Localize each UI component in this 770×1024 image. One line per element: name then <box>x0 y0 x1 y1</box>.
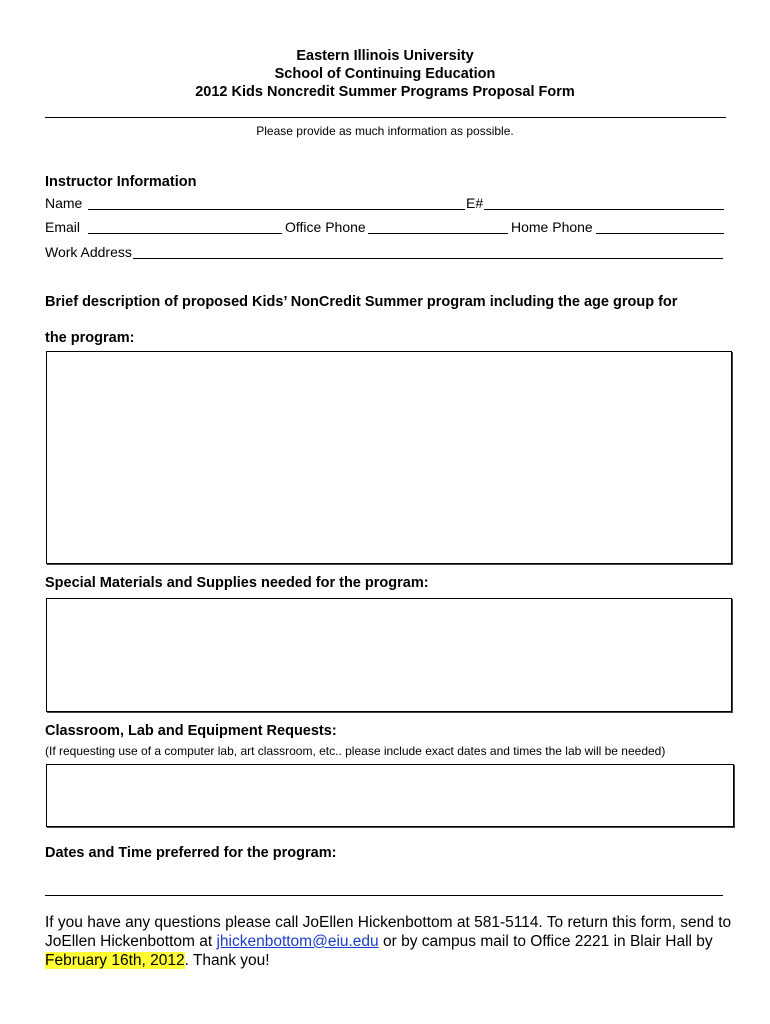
description-heading-line1: Brief description of proposed Kids’ NonCredit Summer program including the age group for <box>45 294 678 310</box>
contact-text-3: . Thank you! <box>184 952 270 969</box>
work-address-field[interactable] <box>133 243 723 259</box>
university-name: Eastern Illinois University <box>296 48 474 64</box>
home-phone-field[interactable] <box>596 218 724 234</box>
header-divider <box>45 117 726 118</box>
work-address-label: Work Address <box>45 244 132 260</box>
contact-email-link[interactable]: jhickenbottom@eiu.edu <box>216 933 379 950</box>
office-phone-label: Office Phone <box>285 219 366 235</box>
email-label: Email <box>45 219 81 235</box>
contact-paragraph <box>45 913 735 970</box>
form-title: 2012 Kids Noncredit Summer Programs Proposal Form <box>195 84 575 100</box>
home-phone-label: Home Phone <box>511 219 593 235</box>
instructor-section-heading: Instructor Information <box>45 174 197 190</box>
contact-text-2: or by campus mail to Office 2221 in Blair Hall by <box>378 933 713 950</box>
description-textarea[interactable] <box>46 351 732 564</box>
deadline-highlight: February 16th, 2012 <box>45 952 185 969</box>
school-name: School of Continuing Education <box>274 66 496 82</box>
enumber-field[interactable] <box>484 194 724 210</box>
description-heading-line2: the program: <box>45 330 135 346</box>
office-phone-field[interactable] <box>368 218 508 234</box>
contact-text-1: If you have any questions please call JoEllen Hickenbottom at 581-5114. To return this form, send to JoEllen Hickenbottom at <box>45 914 732 950</box>
classroom-note: (If requesting use of a computer lab, art classroom, etc.. please include exact dates and times the lab will be needed) <box>45 744 666 758</box>
name-field[interactable] <box>88 194 465 210</box>
classroom-heading: Classroom, Lab and Equipment Requests: <box>45 723 337 739</box>
enumber-label: E# <box>466 195 484 211</box>
instructions-note: Please provide as much information as possible. <box>256 124 514 138</box>
dates-heading: Dates and Time preferred for the program: <box>45 845 337 861</box>
name-label: Name <box>45 195 83 211</box>
email-field[interactable] <box>88 218 282 234</box>
dates-field[interactable] <box>45 895 723 896</box>
materials-textarea[interactable] <box>46 598 732 712</box>
classroom-textarea[interactable] <box>46 764 734 827</box>
materials-heading: Special Materials and Supplies needed for the program: <box>45 575 429 591</box>
